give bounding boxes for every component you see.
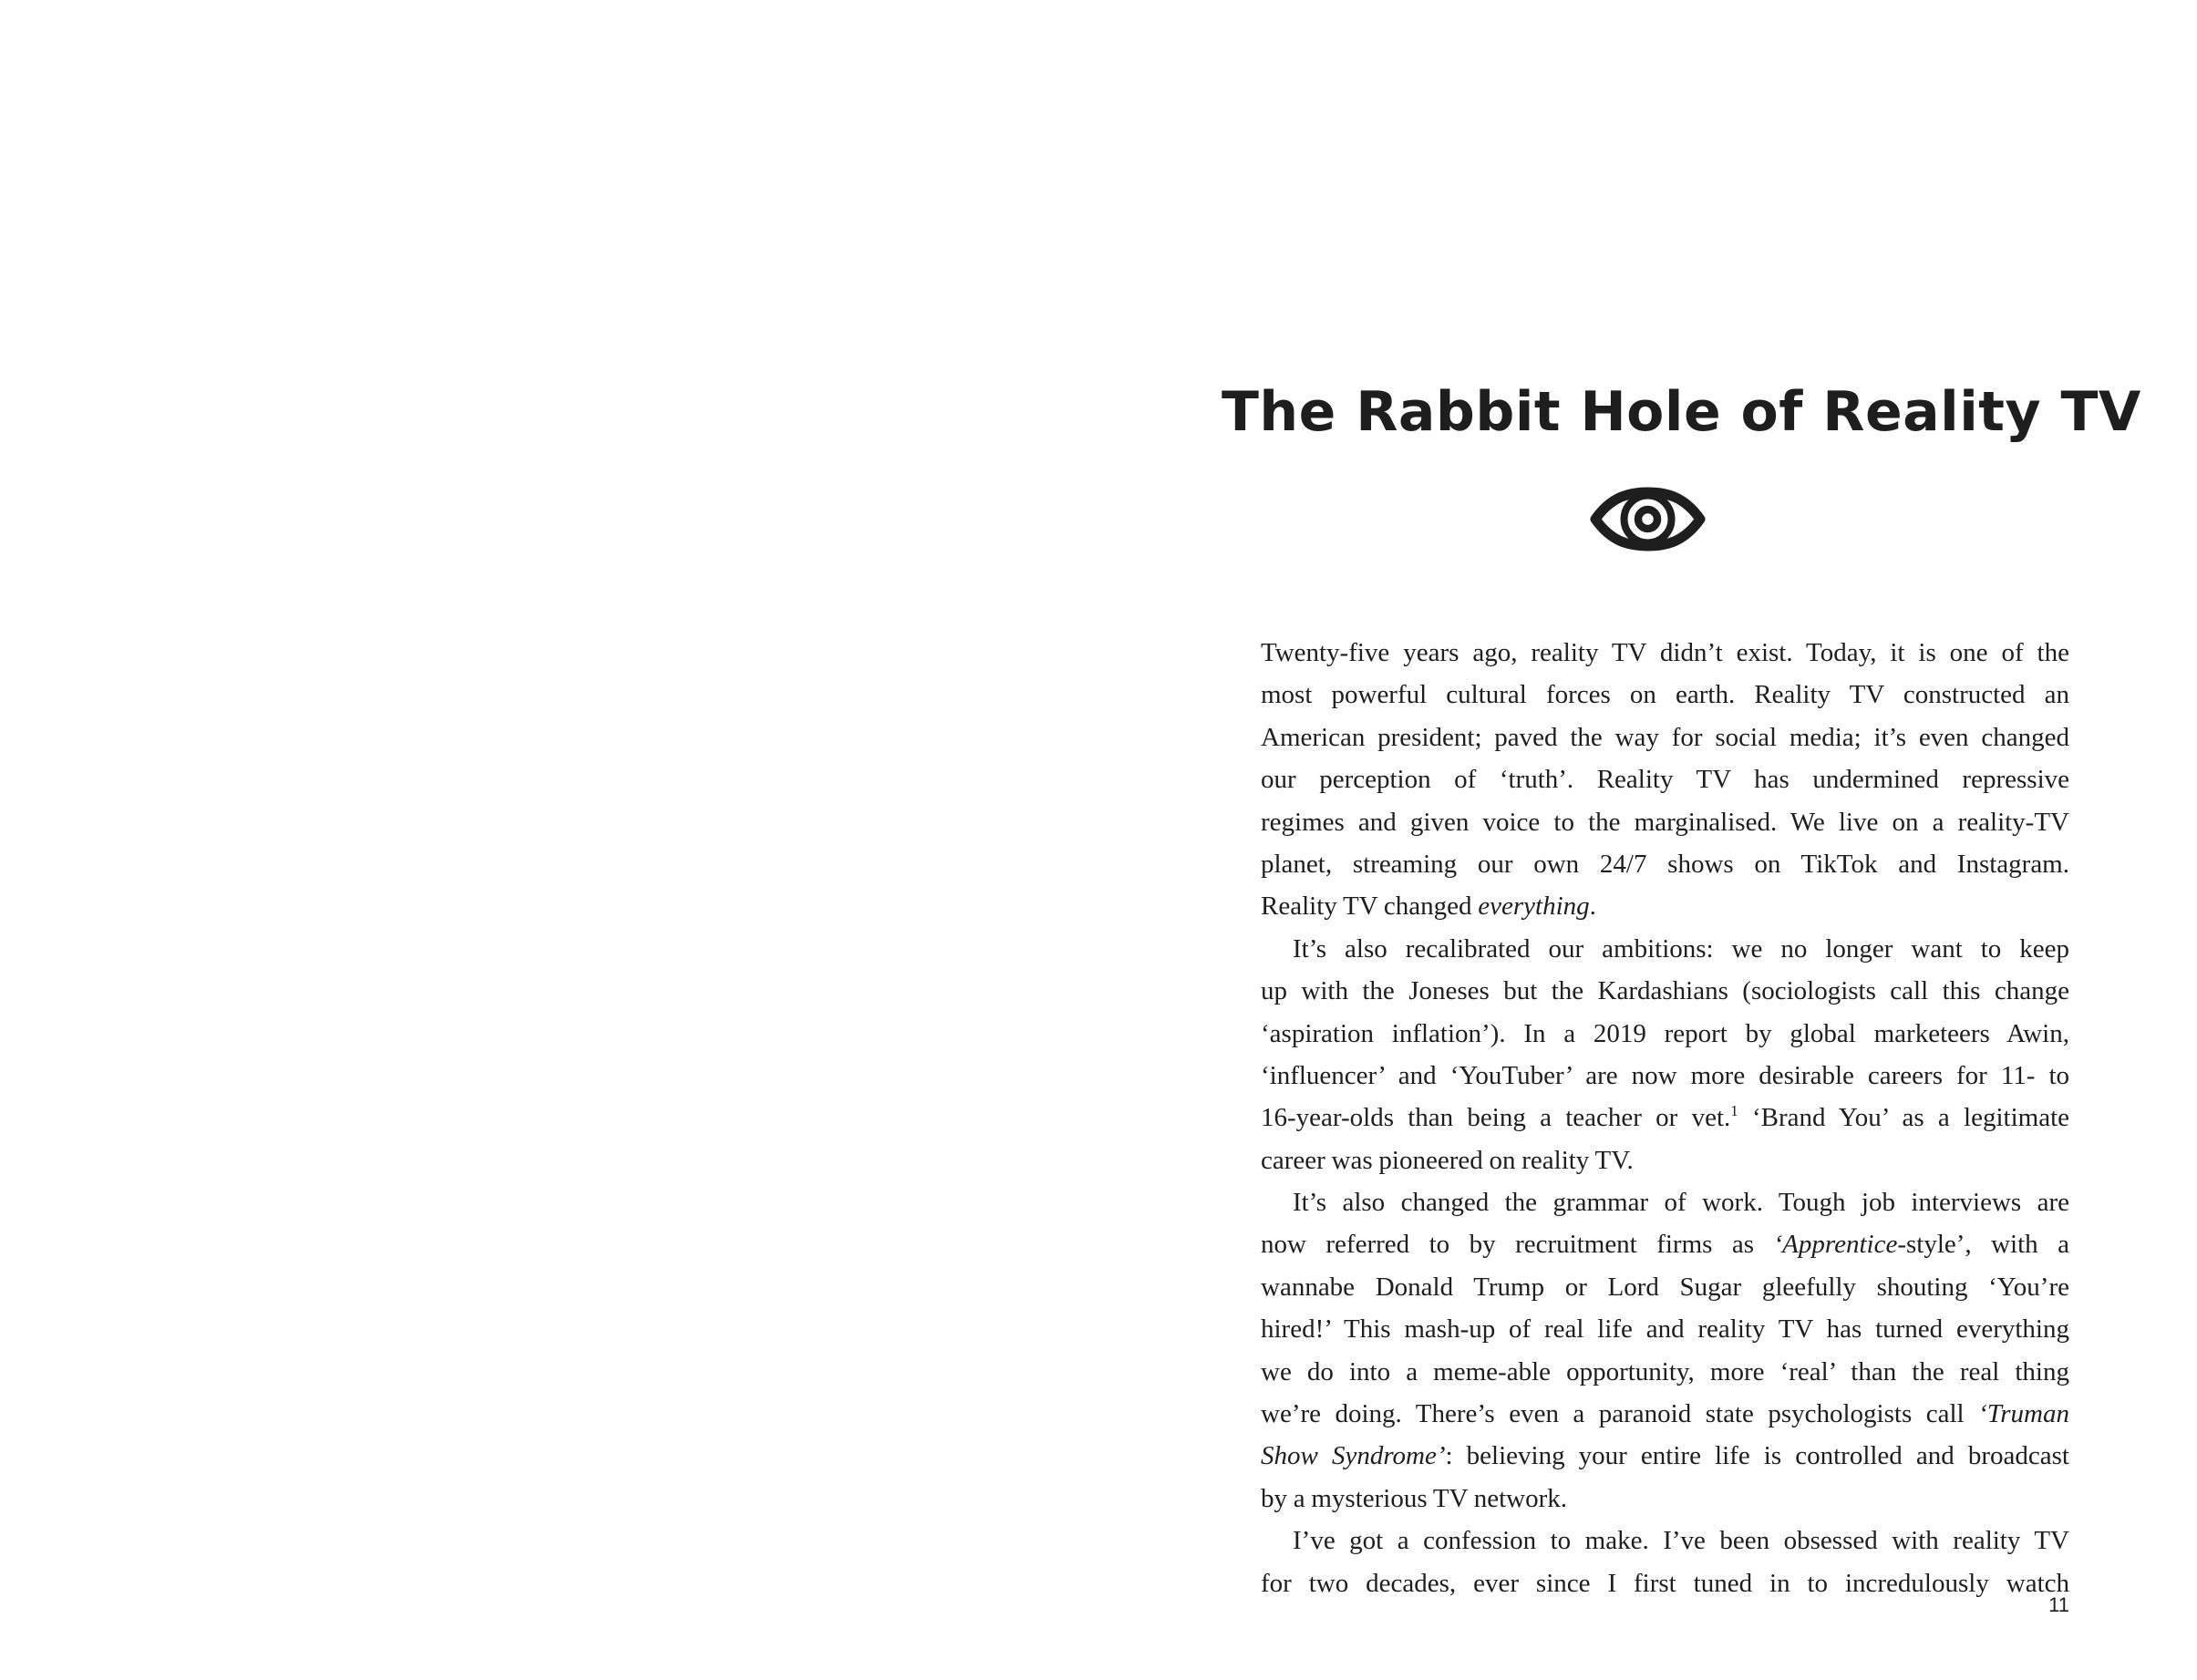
text-line bbox=[1261, 801, 2069, 843]
italic-text: Show Syndrome’ bbox=[1261, 1441, 1446, 1471]
italic-text: ‘Truman bbox=[1978, 1399, 2069, 1429]
text-segment: American president; paved the way for social media; it’s even changed bbox=[1261, 722, 2069, 752]
text-segment: career was pioneered on reality TV. bbox=[1261, 1145, 1634, 1175]
chapter-title: The Rabbit Hole of Reality TV bbox=[1222, 380, 2141, 444]
text-line bbox=[1261, 1223, 2069, 1265]
left-page-blank bbox=[0, 0, 1098, 1680]
text-segment: . bbox=[1589, 892, 1596, 922]
footnote-marker[interactable]: 1 bbox=[1730, 1102, 1738, 1120]
text-line bbox=[1261, 1097, 2069, 1139]
text-segment: most powerful cultural forces on earth. Reality TV constructed an bbox=[1261, 680, 2069, 710]
text-segment: I’ve got a confession to make. I’ve been obsessed with reality TV bbox=[1293, 1526, 2069, 1556]
italic-text: ‘Apprentice bbox=[1773, 1230, 1898, 1260]
text-line bbox=[1261, 1308, 2069, 1350]
text-segment: our perception of ‘truth’. Reality TV has undermined repressive bbox=[1261, 765, 2069, 795]
text-segment: planet, streaming our own 24/7 shows on TikTok and Instagram. bbox=[1261, 849, 2069, 879]
page-number: 11 bbox=[2048, 1593, 2069, 1616]
text-line bbox=[1261, 1435, 2069, 1477]
text-segment: now referred to by recruitment firms as bbox=[1261, 1230, 1774, 1260]
text-line bbox=[1261, 843, 2069, 885]
text-segment: ‘influencer’ and ‘YouTuber’ are now more desirable careers for 11- to bbox=[1261, 1060, 2069, 1090]
text-segment: by a mysterious TV network. bbox=[1261, 1483, 1568, 1513]
text-line bbox=[1261, 1478, 2069, 1520]
text-line bbox=[1261, 928, 2069, 970]
text-line bbox=[1261, 1055, 2069, 1097]
text-line bbox=[1261, 885, 2069, 927]
italic-text: everything bbox=[1478, 892, 1590, 922]
text-line bbox=[1261, 1393, 2069, 1435]
text-line bbox=[1261, 674, 2069, 716]
text-line bbox=[1261, 1139, 2069, 1181]
text-segment: regimes and given voice to the marginalised. We live on a reality-TV bbox=[1261, 807, 2069, 837]
eye-icon bbox=[1590, 487, 1706, 551]
text-segment: up with the Joneses but the Kardashians (sociologists call this change bbox=[1261, 976, 2069, 1006]
text-segment: Reality TV changed bbox=[1261, 892, 1479, 922]
text-line bbox=[1261, 1351, 2069, 1393]
text-segment: : believing your entire life is controlled and broadcast bbox=[1445, 1441, 2069, 1471]
text-line bbox=[1261, 1181, 2069, 1223]
text-line bbox=[1261, 716, 2069, 758]
text-line bbox=[1261, 632, 2069, 674]
text-segment: we’re doing. There’s even a paranoid state psychologists call bbox=[1261, 1399, 1979, 1429]
text-segment: for two decades, ever since I first tuned in to incredulously watch bbox=[1261, 1568, 2069, 1598]
text-segment: Twenty-five years ago, reality TV didn’t exist. Today, it is one of the bbox=[1261, 638, 2069, 667]
text-line bbox=[1261, 758, 2069, 800]
text-line bbox=[1261, 970, 2069, 1012]
text-segment: -style’, with a bbox=[1897, 1230, 2069, 1260]
text-segment: It’s also recalibrated our ambitions: we no longer want to keep bbox=[1293, 933, 2069, 964]
text-line bbox=[1261, 1520, 2069, 1561]
text-segment: hired!’ This mash-up of real life and reality TV has turned everything bbox=[1261, 1314, 2069, 1345]
text-segment: ‘Brand You’ as a legitimate bbox=[1738, 1103, 2070, 1133]
text-segment: we do into a meme-able opportunity, more ‘real’ than the real thing bbox=[1261, 1356, 2069, 1386]
chapter-body-text bbox=[1261, 632, 2069, 1604]
text-line bbox=[1261, 1013, 2069, 1055]
text-line bbox=[1261, 1562, 2069, 1604]
text-segment: 16-year-olds than being a teacher or vet. bbox=[1261, 1103, 1731, 1133]
text-segment: wannabe Donald Trump or Lord Sugar gleefully shouting ‘You’re bbox=[1261, 1272, 2069, 1302]
text-segment: It’s also changed the grammar of work. Tough job interviews are bbox=[1293, 1188, 2069, 1218]
text-line bbox=[1261, 1266, 2069, 1308]
text-segment: ‘aspiration inflation’). In a 2019 report by global marketeers Awin, bbox=[1261, 1018, 2069, 1048]
